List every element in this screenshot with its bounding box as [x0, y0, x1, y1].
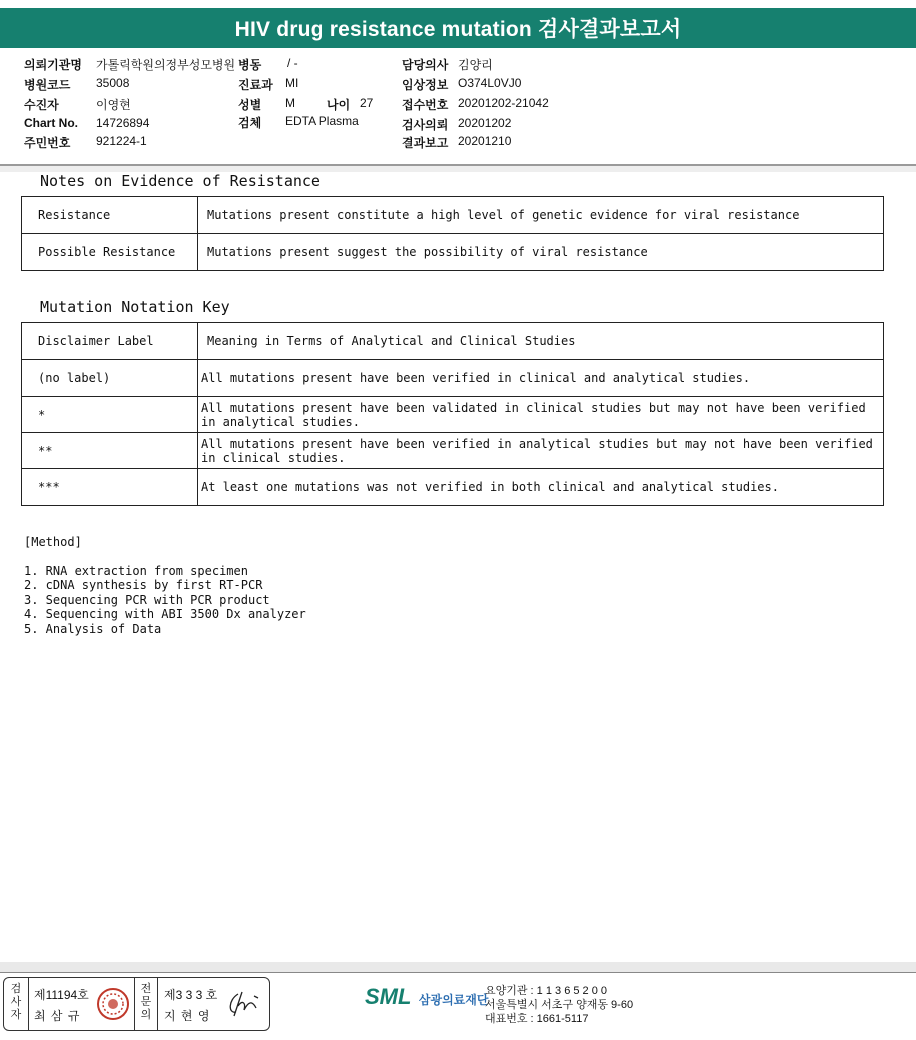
evidence-desc: Mutations present suggest the possibility of viral resistance: [198, 234, 884, 271]
specimen-label: 검체: [238, 116, 262, 130]
notation-term: ***: [22, 469, 198, 506]
patient-info-panel: [0, 54, 916, 166]
hospital-value: 가톨릭학원의정부성모병원: [96, 58, 236, 72]
specimen-value: EDTA Plasma: [285, 114, 359, 128]
method-step: 2. cDNA synthesis by first RT-PCR: [24, 578, 263, 592]
receipt-value: 20201202-21042: [458, 96, 549, 110]
org-line-1: 요양기관 : 1 1 3 6 5 2 0 0: [485, 985, 608, 997]
request-value: 20201202: [458, 116, 512, 130]
notation-header-desc: Meaning in Terms of Analytical and Clinical Studies: [198, 323, 884, 360]
patient-label: 수진자: [24, 98, 59, 112]
specialist-name: 지 현 영: [164, 1009, 211, 1023]
age-value: 27: [360, 96, 374, 110]
org-name: 삼광의료재단: [418, 993, 489, 1007]
id-value: 921224-1: [96, 134, 147, 148]
footer-divider: [0, 972, 916, 973]
notation-term: **: [22, 433, 198, 469]
dept-label: 진료과: [238, 78, 273, 92]
method-step: 1. RNA extraction from specimen: [24, 563, 248, 578]
table-row: [22, 360, 884, 397]
age-label: 나이: [327, 98, 351, 112]
doctor-label: 담당의사: [402, 58, 449, 72]
table-header-row: [22, 323, 884, 360]
method-step: 5. Analysis of Data: [24, 621, 162, 636]
tester-label: 검 사 자: [10, 983, 22, 1021]
notation-desc: At least one mutations was not verified in both clinical and analytical studies.: [198, 469, 884, 506]
sex-value: M: [285, 96, 295, 110]
table-row: [22, 397, 884, 433]
patient-value: 이영현: [96, 98, 131, 112]
sml-logo: [365, 984, 488, 1010]
clinical-label: 임상정보: [402, 78, 449, 92]
signature-box: [3, 977, 270, 1031]
code-label: 병원코드: [24, 78, 71, 92]
specialist-label-cell: [134, 978, 158, 1030]
clinical-value: O374L0VJ0: [458, 76, 522, 90]
doctor-value: 김양리: [458, 58, 493, 72]
method-step: 3. Sequencing PCR with PCR product: [24, 592, 270, 607]
notation-desc: All mutations present have been validated in clinical studies but may not have been verified in analytical studies.: [198, 397, 884, 433]
table-row: [22, 433, 884, 469]
evidence-term: Resistance: [22, 197, 198, 234]
report-date-value: 20201210: [458, 134, 512, 148]
code-value: 35008: [96, 76, 130, 90]
sex-label: 성별: [238, 98, 262, 112]
request-label: 검사의뢰: [402, 118, 449, 132]
notation-table: [21, 322, 884, 506]
evidence-table: [21, 196, 884, 271]
notation-term: *: [22, 397, 198, 433]
method-steps: [24, 564, 306, 637]
method-heading: [Method]: [24, 535, 82, 549]
seal-stamp-icon: [96, 987, 130, 1021]
table-row: [22, 197, 884, 234]
org-contact: [485, 984, 633, 1026]
tester-number: 제11194호: [34, 988, 89, 1002]
logo-mark: SML: [365, 984, 412, 1009]
signature-icon: [224, 988, 264, 1020]
notation-heading: Mutation Notation Key: [40, 298, 230, 316]
ward-value: / -: [287, 56, 298, 70]
tester-label-cell: [4, 978, 29, 1030]
notation-term: (no label): [22, 360, 198, 397]
method-step: 4. Sequencing with ABI 3500 Dx analyzer: [24, 607, 306, 621]
org-line-2: 서울특별시 서초구 양재동 9-60: [485, 999, 634, 1011]
report-date-label: 결과보고: [402, 136, 449, 150]
table-row: [22, 234, 884, 271]
specialist-label: 전 문 의: [140, 983, 152, 1021]
evidence-heading: Notes on Evidence of Resistance: [40, 172, 320, 190]
notation-desc: All mutations present have been verified in analytical studies but may not have been verified in clinical studies.: [198, 433, 884, 469]
hospital-label: 의뢰기관명: [24, 58, 82, 72]
chart-value: 14726894: [96, 116, 150, 130]
org-line-3: 대표번호 : 1661-5117: [485, 1013, 589, 1025]
evidence-desc: Mutations present constitute a high level of genetic evidence for viral resistance: [198, 197, 884, 234]
evidence-term: Possible Resistance: [22, 234, 198, 271]
notation-header-term: Disclaimer Label: [22, 323, 198, 360]
report-title: HIV drug resistance mutation 검사결과보고서: [0, 8, 916, 48]
notation-desc: All mutations present have been verified in clinical and analytical studies.: [198, 360, 884, 397]
table-row: [22, 469, 884, 506]
footer-band: [0, 962, 916, 972]
ward-label: 병동: [238, 58, 262, 72]
receipt-label: 접수번호: [402, 98, 449, 112]
dept-value: MI: [285, 76, 299, 90]
tester-name: 최 삼 규: [34, 1009, 81, 1023]
id-label: 주민번호: [24, 136, 71, 150]
chart-label: Chart No.: [24, 116, 78, 130]
specialist-number: 제3 3 3 호: [164, 988, 218, 1002]
method-section: [24, 535, 306, 636]
